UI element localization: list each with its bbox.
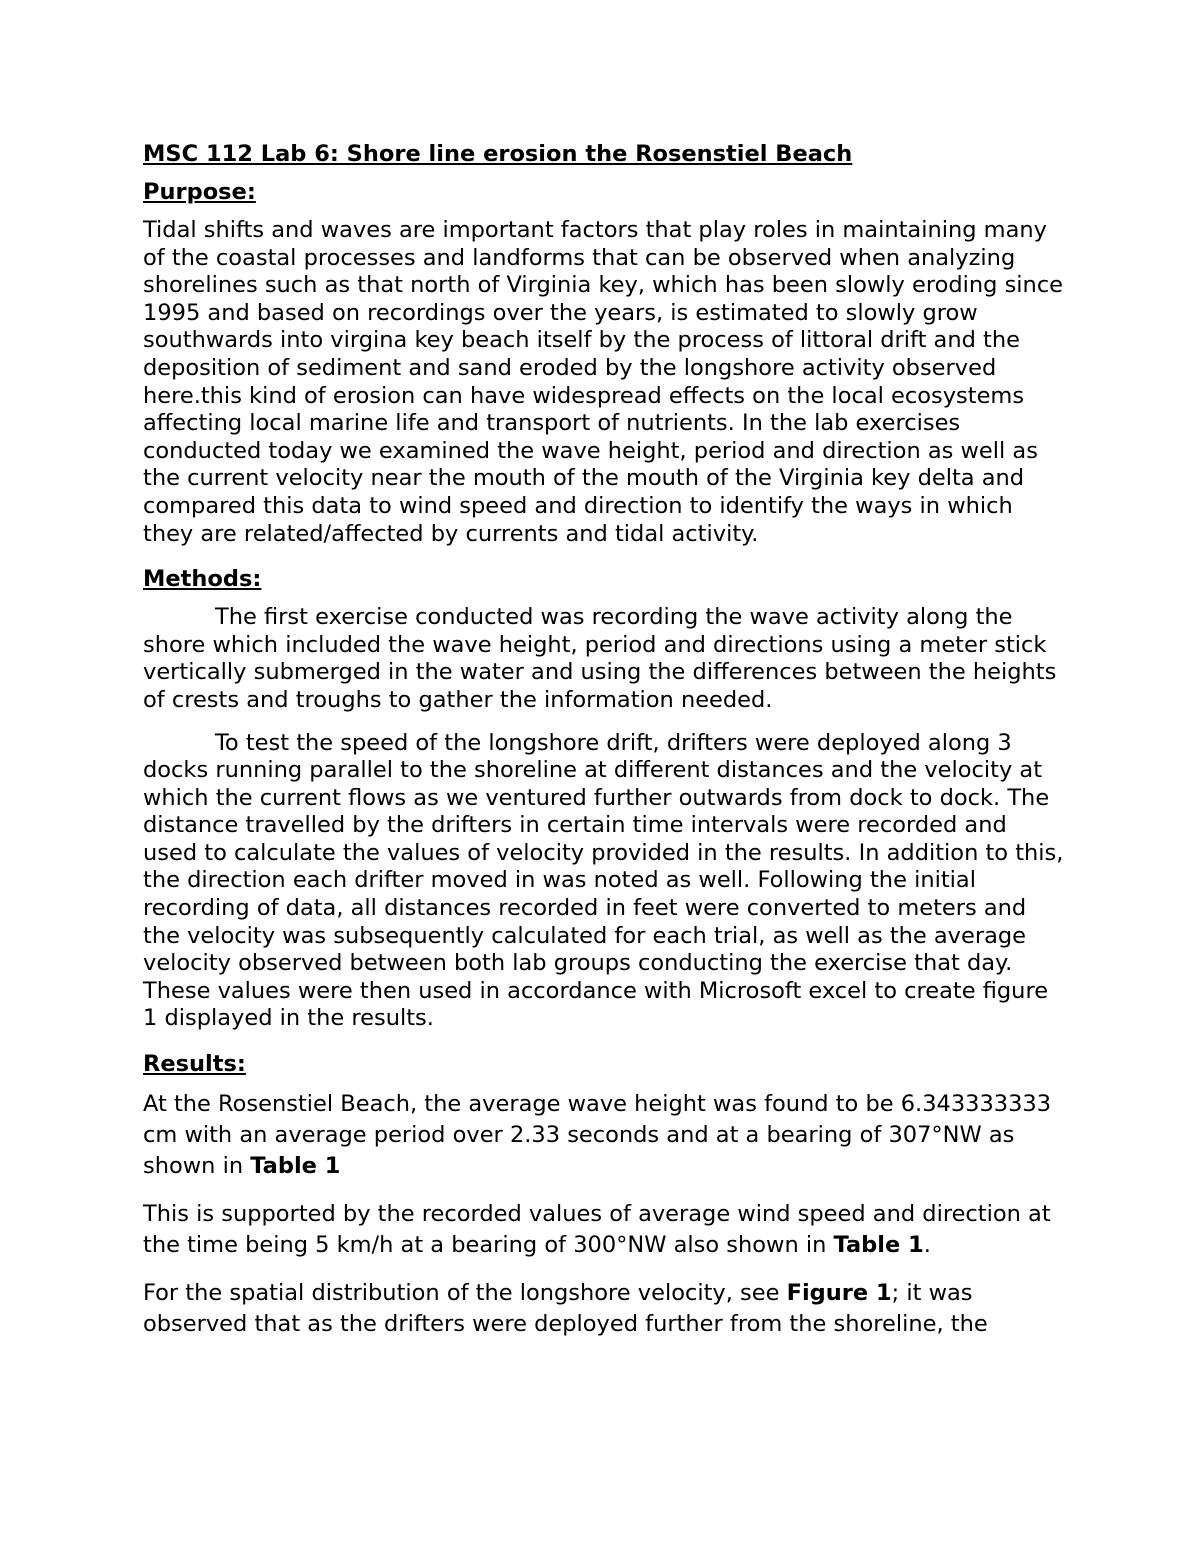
results-p3-end: ; it was observed that as the drifters were deployed further from the shoreline, the: [143, 1280, 988, 1338]
table-1-reference: Table 1: [250, 1153, 341, 1180]
results-section: [143, 1048, 1065, 1340]
purpose-paragraph: Tidal shifts and waves are important factors that play roles in maintaining many of the coastal processes and landforms that can be observed when analyzing shorelines such as that north of Virginia key, which has been slowly eroding since 1995 and based on recordings over the years, is estimated to slowly grow southwards into virgina key beach itself by the process of littoral drift and the deposition of sediment and sand eroded by the longshore activity observed here.this kind of erosion can have widespread effects on the local ecosystems affecting local marine life and transport of nutrients. In the lab exercises conducted today we examined the wave height, period and direction as well as the current velocity near the mouth of the mouth of the Virginia key delta and compared this data to wind speed and direction to identify the ways in which they are related/affected by currents and tidal activity.: [143, 217, 1064, 547]
results-p2-text: This is supported by the recorded values of average wind speed and direction at the time being 5 km/h at a bearing of 300°NW also shown in: [143, 1201, 1051, 1259]
methods-section: [143, 563, 1065, 1033]
table-1-reference: Table 1: [833, 1232, 924, 1259]
results-p1-text: At the Rosenstiel Beach, the average wave height was found to be 6.343333333 cm with an average period over 2.33 seconds and at a bearing of 307°NW as shown in: [143, 1091, 1052, 1180]
results-paragraph-2: [143, 1199, 1065, 1261]
results-p2-end: .: [923, 1232, 931, 1259]
figure-1-reference: Figure 1: [786, 1280, 892, 1307]
document-title: MSC 112 Lab 6: Shore line erosion the Rosenstiel Beach: [143, 141, 853, 167]
methods-paragraph-2: To test the speed of the longshore drift, drifters were deployed along 3 docks running parallel to the shoreline at different distances and the velocity at which the current flows as we ventured further outwards from dock to dock. The distance travelled by the drifters in certain time intervals were recorded and used to calculate the values of velocity provided in the results. In addition to this, the direction each drifter moved in was noted as well. Following the initial recording of data, all distances recorded in feet were converted to meters and the velocity was subsequently calculated for each trial, as well as the average velocity observed between both lab groups conducting the exercise that day. These values were then used in accordance with Microsoft excel to create figure 1 displayed in the results.: [143, 729, 1064, 1032]
results-paragraph-3: [143, 1278, 1065, 1340]
methods-paragraph-1: The first exercise conducted was recording the wave activity along the shore which included the wave height, period and directions using a meter stick vertically submerged in the water and using the differences between the heights of crests and troughs to gather the information needed.: [143, 604, 1057, 713]
purpose-heading: Purpose:: [143, 179, 256, 205]
purpose-section: [143, 176, 1065, 548]
document-page: [143, 138, 1065, 1357]
results-paragraph-1: [143, 1089, 1065, 1182]
methods-heading: Methods:: [143, 566, 262, 593]
results-p3-text: For the spatial distribution of the longshore velocity, see: [143, 1280, 787, 1307]
results-heading: Results:: [143, 1051, 246, 1078]
